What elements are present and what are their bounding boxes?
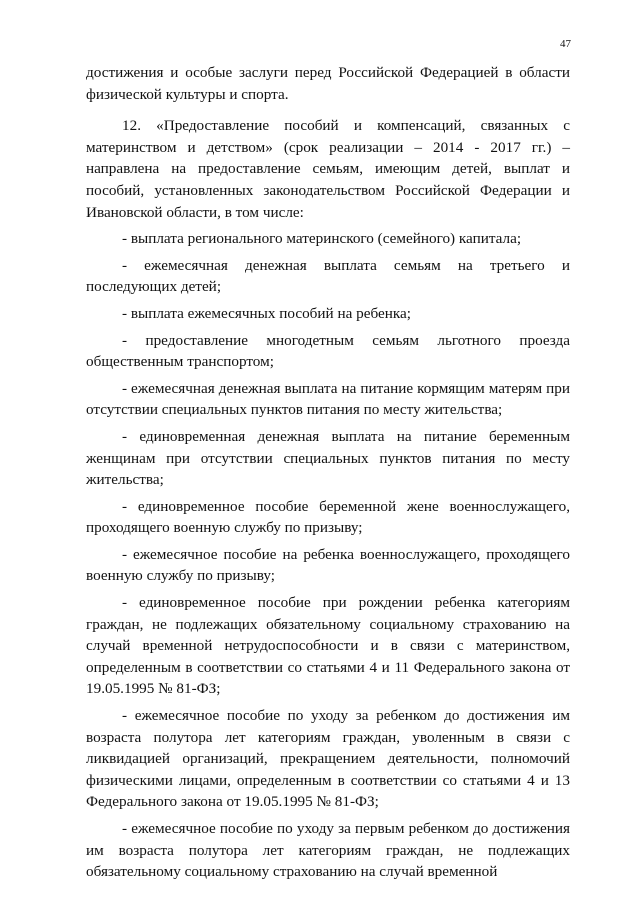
list-item-large-family-transport: - предоставление многодетным семьям льготного проезда общественным транспортом; [86, 331, 570, 371]
list-item-pregnant-women-nutrition: - единовременная денежная выплата на питание беременным женщинам при отсутствии специальных пунктов питания по месту жительства; [86, 427, 570, 489]
page-number: 47 [560, 38, 571, 50]
list-item-child-allowance: - выплата ежемесячных пособий на ребенка; [122, 304, 411, 322]
list-item-birth-allowance: - единовременное пособие при рождении ребенка категориям граждан, не подлежащих обязательному социальному страхованию на случай временной нетрудоспособности и в связи с материнством, определенным в соответствии со статьями 4 и 11 Федерального закона от 19.05.1995 № 81-ФЗ; [86, 594, 570, 698]
document-body [86, 62, 570, 888]
list-item-conscript-wife-allowance: - единовременное пособие беременной жене военнослужащего, проходящего военную службу по призыву; [86, 497, 570, 537]
list-item-childcare-dismissed: - ежемесячное пособие по уходу за ребенком до достижения им возраста полутора лет категориям граждан, уволенным в связи с ликвидацией организаций, прекращением деятельности, полномочий физическими лицами, определенным в соответствии со статьями 4 и 13 Федерального закона от 19.05.1995 № 81-ФЗ; [86, 707, 570, 811]
list-item-nursing-mothers-nutrition: - ежемесячная денежная выплата на питание кормящим матерям при отсутствии специальных пунктов питания по месту жительства; [86, 379, 570, 419]
paragraph-section-12: 12. «Предоставление пособий и компенсаций, связанных с материнством и детством» (срок реализации – 2014 - 2017 гг.) – направлена на предоставление семьям, имеющим детей, выплат и пособий, установленных законодательством Российской Федерации и Ивановской области, в том числе: [86, 117, 570, 221]
paragraph-continuation: достижения и особые заслуги перед Российской Федерацией в области физической культуры и спорта. [86, 64, 570, 103]
list-item-third-child-payment: - ежемесячная денежная выплата семьям на третьего и последующих детей; [86, 256, 570, 296]
list-item-childcare-first-child: - ежемесячное пособие по уходу за первым ребенком до достижения им возраста полутора лет категориям граждан, не подлежащих обязательному социальному страхованию на случай временной [86, 820, 570, 881]
list-item-conscript-child-allowance: - ежемесячное пособие на ребенка военнослужащего, проходящего военную службу по призыву; [86, 545, 570, 585]
list-item-maternity-capital: - выплата регионального материнского (семейного) капитала; [122, 230, 522, 248]
